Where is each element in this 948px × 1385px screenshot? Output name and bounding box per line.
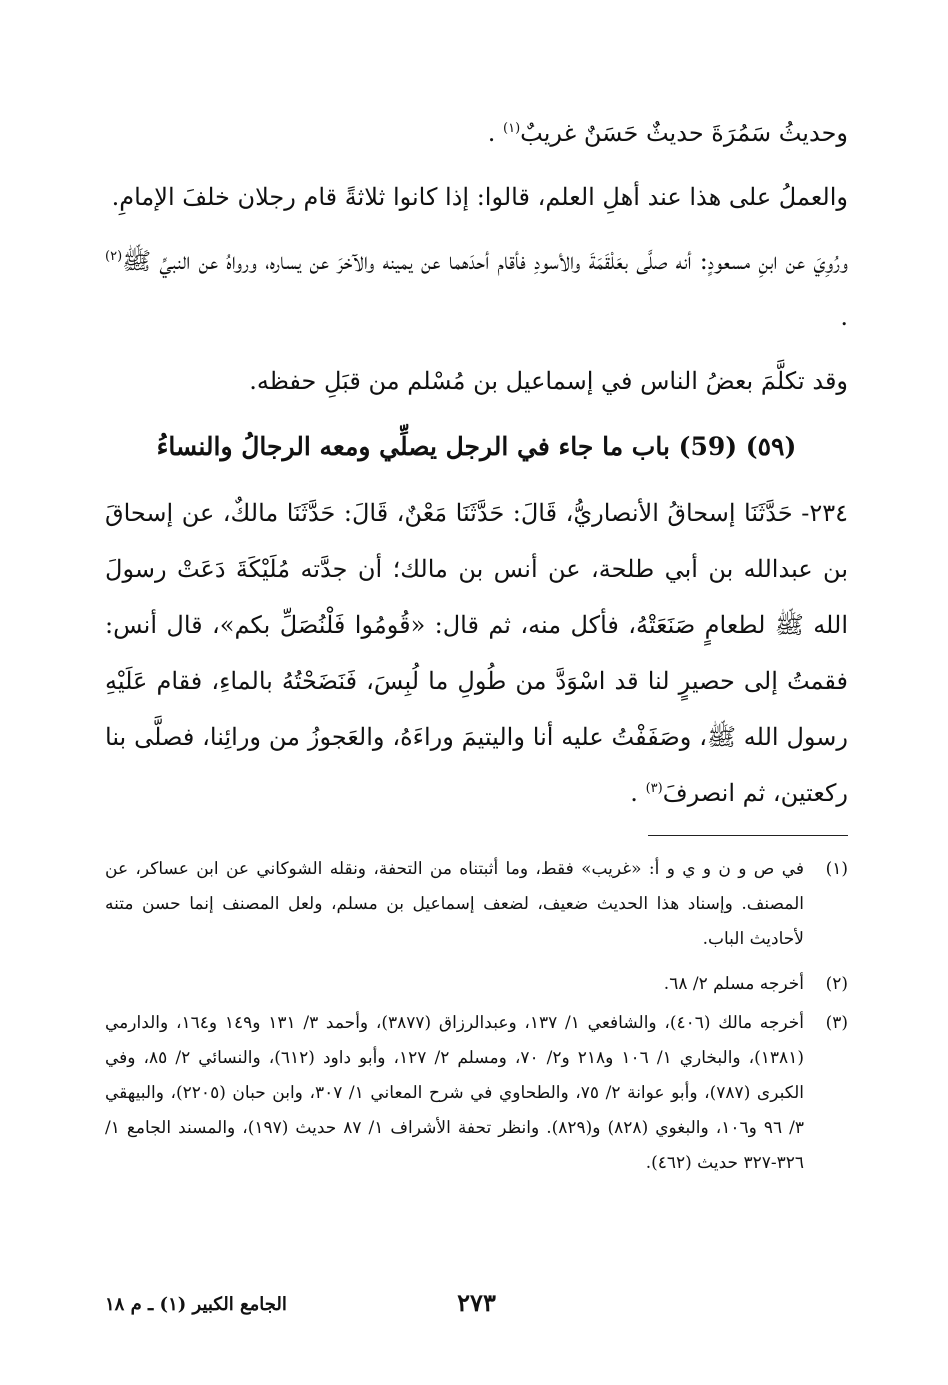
paragraph-text: وحديثُ سَمُرَةَ حديثٌ حَسَنٌ غريبٌ: [520, 119, 848, 147]
footnote-2: [105, 967, 848, 1002]
footnote-text: في ص و ن و ي و أ: «غريب» فقط، وما أثبتناه من التحفة، ونقله الشوكاني عن ابن عساكر، عن المصنف. وإسناد هذا الحديث ضعيف، لضعف إسماعيل بن مسلم، ولعل المصنف إنما حسن متنه لأحاديث الباب.: [105, 859, 804, 949]
hadith-end: .: [630, 779, 646, 807]
footnote-ref-1[interactable]: (١): [503, 121, 521, 136]
paragraph-practice: والعملُ على هذا عند أهلِ العلم، قالوا: إذا كانوا ثلاثةً قام رجلان خلفَ الإمامِ.: [111, 183, 848, 211]
paragraph-samura: [105, 105, 848, 161]
main-text: [105, 105, 848, 821]
paragraph-text: ورُوِيَ عن ابنِ مسعودٍ: أنه صلَّى بعَلْقَمَةَ والأسودِ فأقام أحدَهما عن يمينه والآخرَ عن يساره، ورواهُ عن النبيِّ ﷺ: [122, 247, 848, 275]
chapter-heading: (٥٩) (59) باب ما جاء في الرجل يصلِّي ومعه الرجالُ والنساءُ: [156, 432, 797, 461]
footnote-3: [105, 1006, 848, 1181]
footnote-divider: [648, 835, 848, 836]
footnote-number: (٢): [825, 974, 848, 994]
footnote-1: [105, 852, 848, 957]
paragraph-ibn-masud: [105, 233, 848, 345]
page-number: ٢٧٣: [457, 1288, 496, 1317]
footnote-number: (٣): [825, 1013, 848, 1033]
footnotes: [105, 852, 848, 1181]
footnote-number: (١): [825, 859, 848, 879]
paragraph-ismail: وقد تكلَّمَ بعضُ الناس في إسماعيل بن مُسْلم من قبَلِ حفظه.: [249, 367, 848, 395]
footnote-ref-2[interactable]: (٢): [105, 249, 123, 264]
footnote-text: أخرجه مالك (٤٠٦)، والشافعي ١/ ١٣٧، وعبدالرزاق (٣٨٧٧)، وأحمد ٣/ ١٣١ و١٤٩ و١٦٤، والدارمي (١٣٨١)، والبخاري ١/ ١٠٦ و٢١٨ و٢/ ٧٠، ومسلم ٢/ ١٢٧، وأبو داود (٦١٢)، والنسائي ٢/ ٨٥، وفي الكبرى (٧٨٧)، وأبو عوانة ٢/ ٧٥، والطحاوي في شرح المعاني ١/ ٣٠٧، وابن حبان (٢٢٠٥)، والبيهقي ٣/ ٩٦ و١٠٦، والبغوي (٨٢٨) و(٨٢٩). وانظر تحفة الأشراف ١/ ٨٧ حديث (١٩٧)، والمسند الجامع ١/ ٣٢٦-٣٢٧ حديث (٤٦٢).: [105, 1013, 805, 1173]
book-signature: الجامع الكبير (١) ـ م ١٨: [105, 1294, 287, 1315]
hadith-text: ٢٣٤- حَدَّثَنَا إسحاقُ الأنصاريُّ، قَالَ: حَدَّثَنَا مَعْنٌ، قَالَ: حَدَّثَنَا مالكٌ، عن إسحاقَ بن عبدالله بن أبي طلحة، عن أنس بن مالك؛ أن جدَّته مُلَيْكَةَ دَعَتْ رسولَ الله ﷺ لطعامٍ صَنَعَتْهُ، فأكل منه، ثم قال: «قُومُوا فَلْنُصَلِّ بكم»، قال أنس: فقمتُ إلى حصيرٍ لنا قد اسْوَدَّ من طُولِ ما لُبِسَ، فَنَضَحْتُهُ بالماءِ، فقام عَلَيْهِ رسول الله ﷺ، وصَفَفْتُ عليه أنا واليتيمَ وراءَهُ، والعَجوزُ من ورائِنا، فصلَّى بنا ركعتين، ثم انصرفَ: [105, 499, 849, 807]
paragraph-end: .: [487, 119, 504, 147]
footnote-text: أخرجه مسلم ٢/ ٦٨.: [663, 974, 804, 994]
paragraph-end: .: [840, 303, 848, 331]
footnote-ref-3[interactable]: (٣): [645, 781, 663, 796]
hadith-234: [105, 485, 848, 821]
page-footer: [105, 1288, 848, 1324]
